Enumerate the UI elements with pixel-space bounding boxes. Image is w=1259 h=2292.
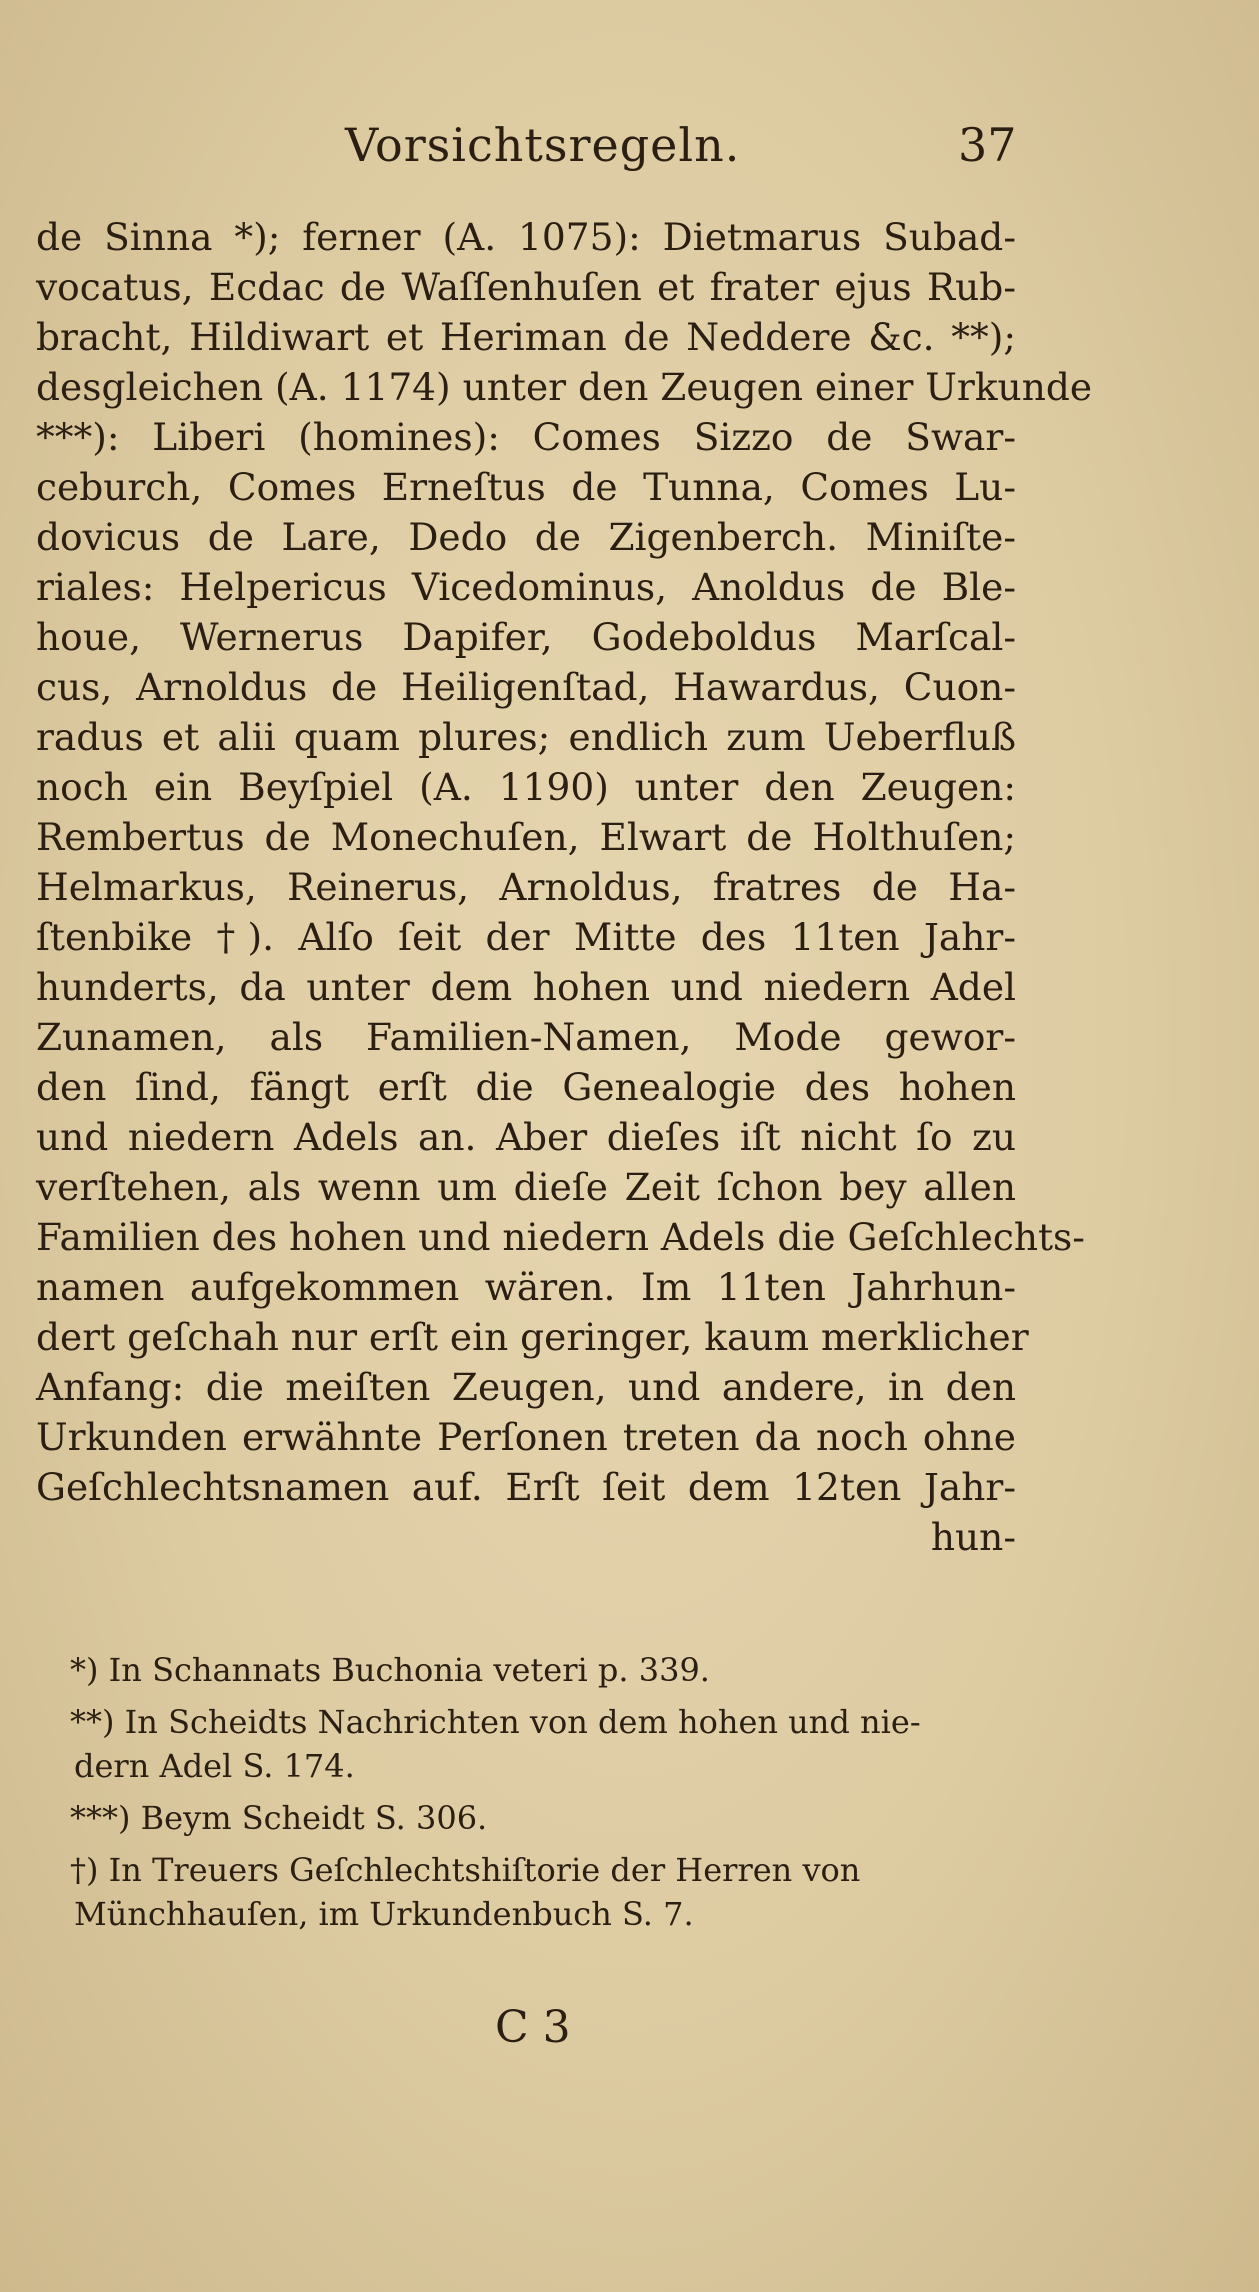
- text-line: dert geſchah nur erſt ein geringer, kaum merklicher: [36, 1315, 1029, 1359]
- text-line: bracht, Hildiwart et Heriman de Neddere &c. **);: [36, 315, 1016, 359]
- text-line: ceburch, Comes Erneſtus de Tunna, Comes Lu-: [36, 465, 1016, 509]
- text-line: Urkunden erwähnte Perſonen treten da noch ohne: [36, 1415, 1016, 1459]
- text-line: namen aufgekommen wären. Im 11ten Jahrhun-: [36, 1265, 1016, 1309]
- text-line: verſtehen, als wenn um dieſe Zeit ſchon bey allen: [36, 1165, 1016, 1209]
- text-line: Helmarkus, Reinerus, Arnoldus, fratres de Ha-: [36, 865, 1016, 909]
- footnote: [70, 1700, 1000, 1788]
- text-line: Familien des hohen und niedern Adels die Geſchlechts-: [36, 1215, 1085, 1259]
- footnote: [70, 1848, 1000, 1936]
- catchword: hun-: [930, 1515, 1016, 1559]
- text-line: Geſchlechtsnamen auf. Erſt ſeit dem 12ten Jahr-: [36, 1465, 1016, 1509]
- text-line: Anfang: die meiſten Zeugen, und andere, in den: [36, 1365, 1016, 1409]
- signature-mark: C 3: [495, 2002, 571, 2053]
- text-line: ***): Liberi (homines): Comes Sizzo de Swar-: [36, 415, 1016, 459]
- running-title: Vorsichtsregeln.: [345, 118, 741, 172]
- footnote-line: dern Adel S. 174.: [74, 1747, 355, 1785]
- main-text-block: [36, 212, 1093, 1562]
- footnote-line: Münchhauſen, im Urkundenbuch S. 7.: [74, 1895, 694, 1933]
- footnote-line: †) In Treuers Geſchlechtshiſtorie der Herren von: [70, 1851, 861, 1889]
- footnote-line: ***) Beym Scheidt S. 306.: [70, 1799, 488, 1837]
- text-line: de Sinna *); ferner (A. 1075): Dietmarus Subad-: [36, 215, 1016, 259]
- text-line: den ſind, fängt erſt die Genealogie des hohen: [36, 1065, 1016, 1109]
- page-header: [0, 118, 1259, 188]
- text-line: und niedern Adels an. Aber dieſes iſt nicht ſo zu: [36, 1115, 1016, 1159]
- text-line: desgleichen (A. 1174) unter den Zeugen einer Urkunde: [36, 365, 1093, 409]
- footnote-line: **) In Scheidts Nachrichten von dem hohen und nie-: [70, 1703, 921, 1741]
- footnote: [70, 1796, 1000, 1840]
- text-line: radus et alii quam plures; endlich zum Ueberfluß: [36, 715, 1016, 759]
- text-line: Zunamen, als Familien-Namen, Mode gewor-: [36, 1015, 1016, 1059]
- text-line: Rembertus de Monechuſen, Elwart de Holthuſen;: [36, 815, 1016, 859]
- text-line: cus, Arnoldus de Heiligenſtad, Hawardus, Cuon-: [36, 665, 1016, 709]
- text-line: houe, Wernerus Dapifer, Godeboldus Marſcal-: [36, 615, 1016, 659]
- text-line: noch ein Beyſpiel (A. 1190) unter den Zeugen:: [36, 765, 1016, 809]
- text-line: riales: Helpericus Vicedominus, Anoldus de Ble-: [36, 565, 1016, 609]
- text-line: vocatus, Ecdac de Waſſenhuſen et frater ejus Rub-: [36, 265, 1016, 309]
- footnote: [70, 1648, 1000, 1692]
- footnote-line: *) In Schannats Buchonia veteri p. 339.: [70, 1651, 710, 1689]
- text-line: dovicus de Lare, Dedo de Zigenberch. Miniſte-: [36, 515, 1016, 559]
- text-line: hunderts, da unter dem hohen und niedern Adel: [36, 965, 1016, 1009]
- footnotes: [70, 1648, 1000, 1944]
- page-number: 37: [958, 118, 1017, 172]
- text-line: ſtenbike †). Alſo ſeit der Mitte des 11ten Jahr-: [36, 915, 1016, 959]
